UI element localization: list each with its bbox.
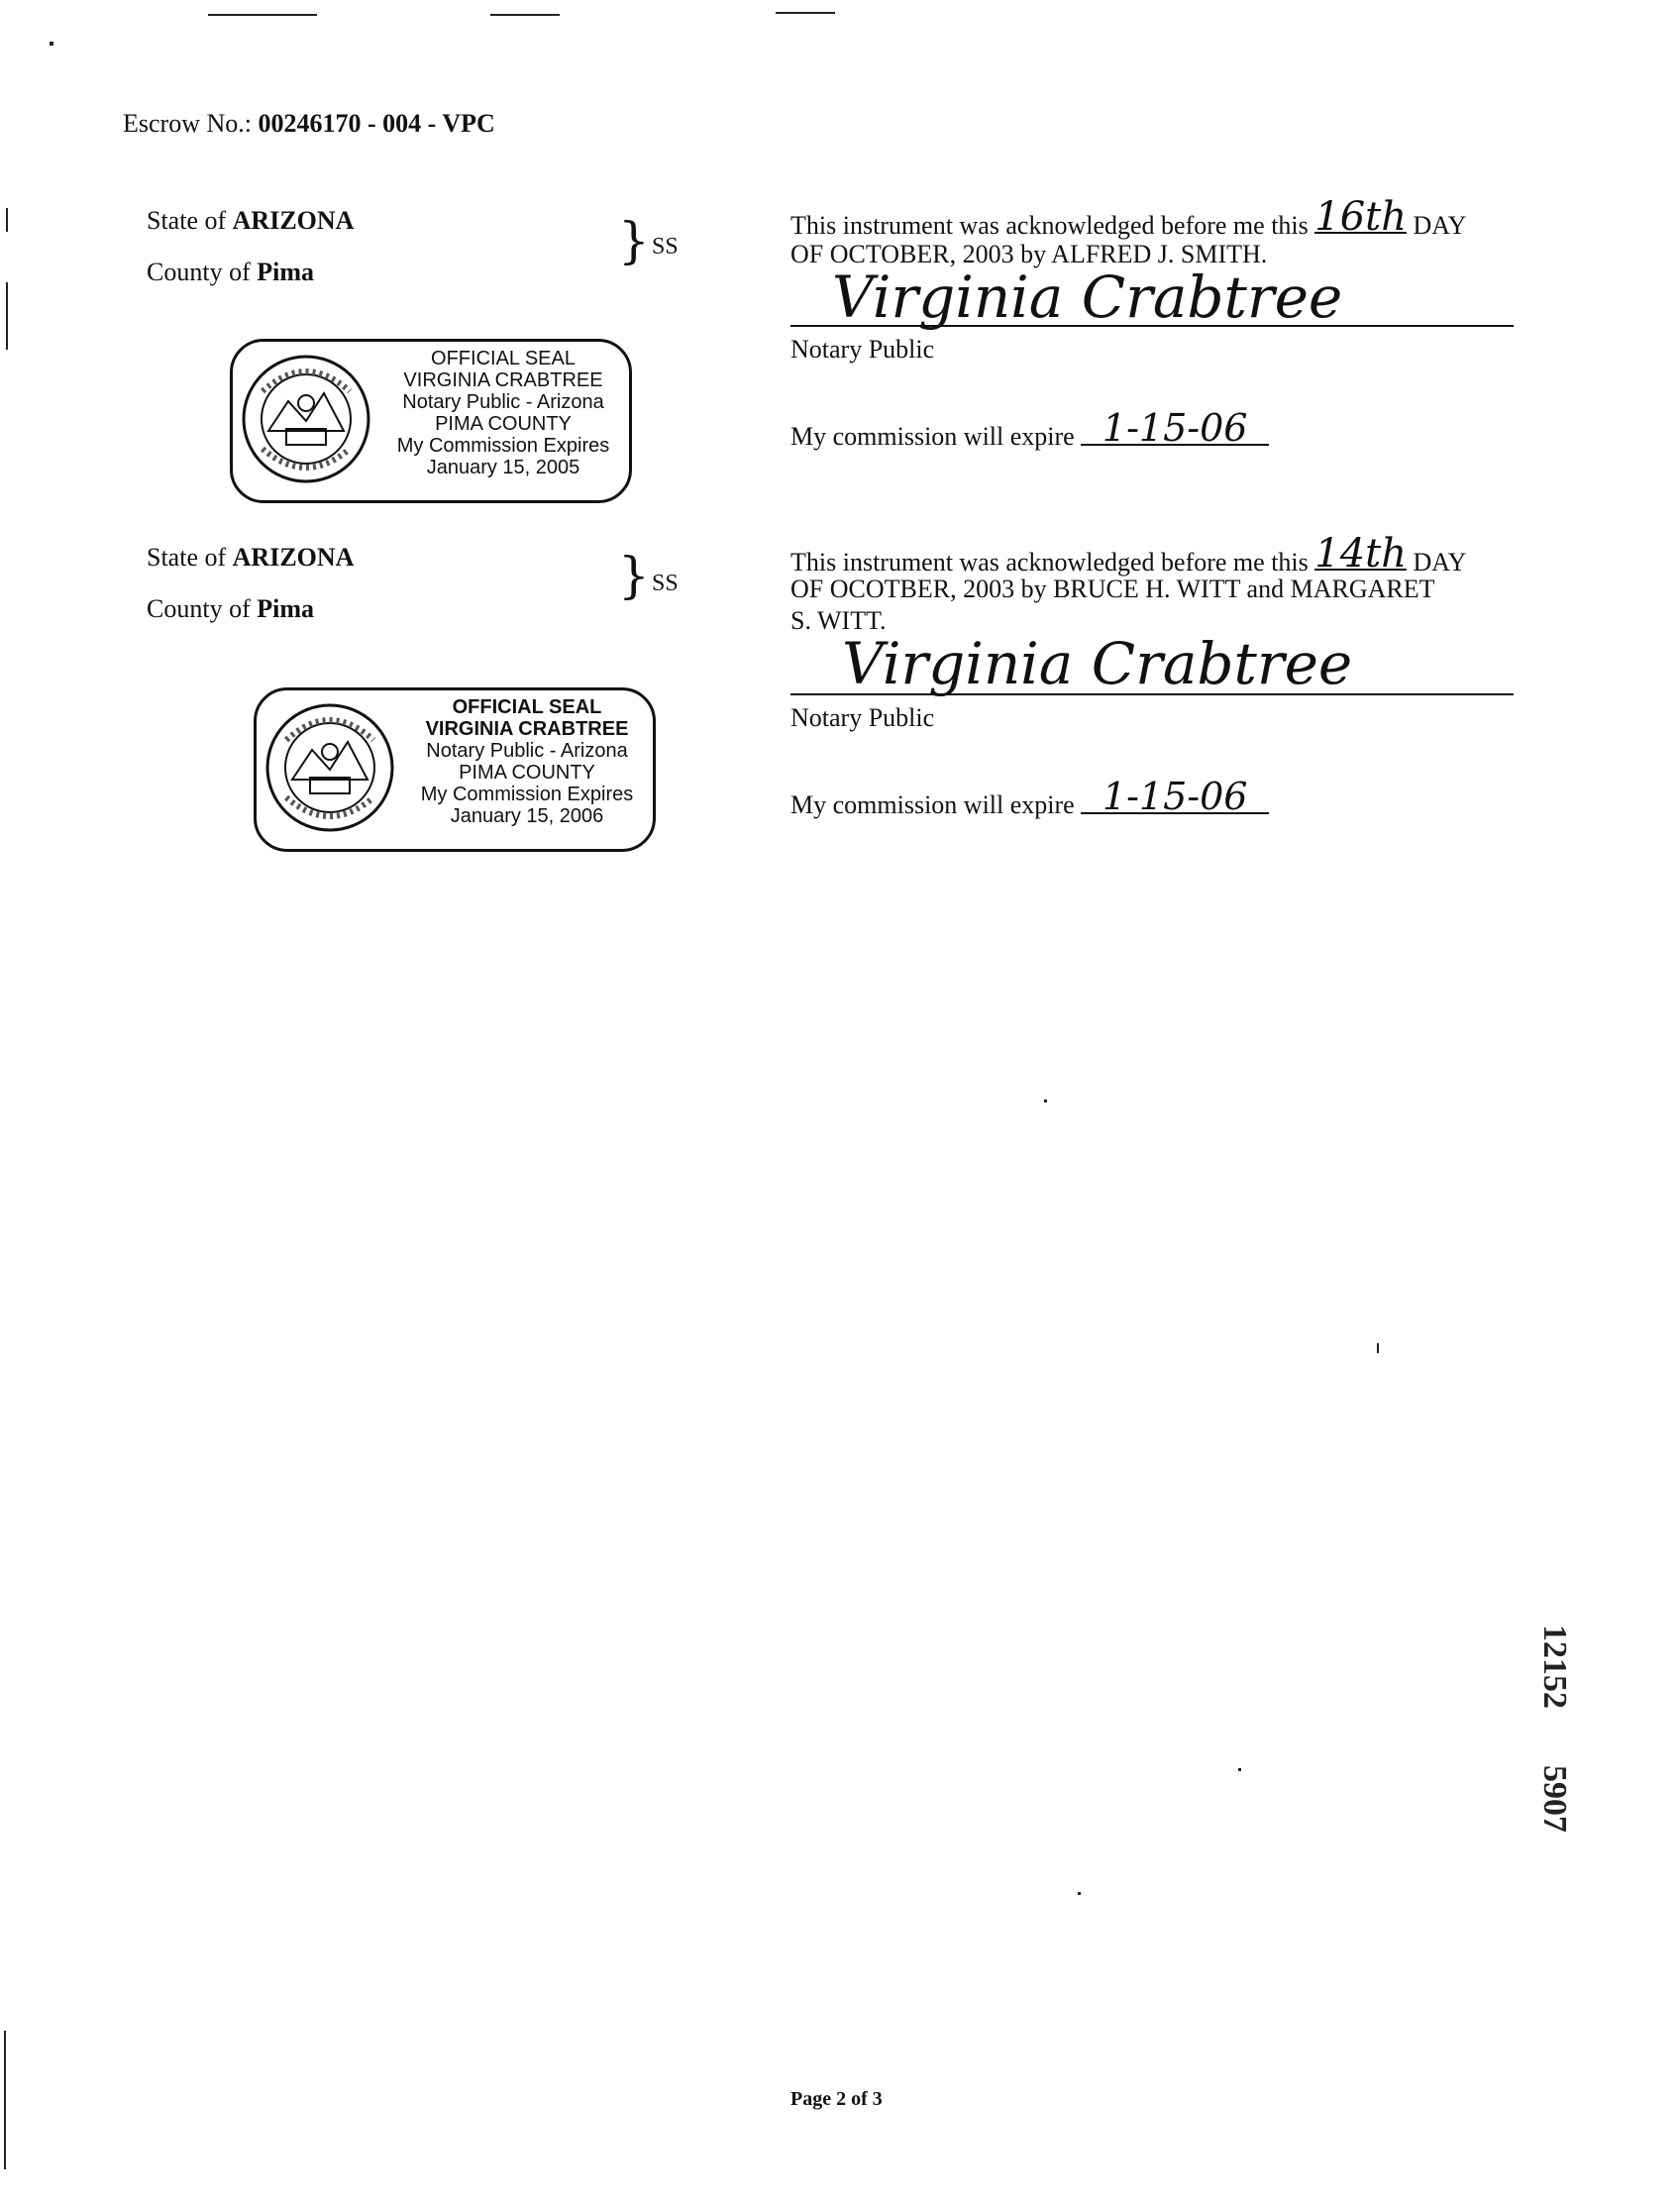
scan-artifact [1044, 1100, 1047, 1102]
county-line-2: County of Pima [147, 594, 314, 623]
signature-line [790, 325, 1514, 327]
escrow-header [123, 109, 495, 139]
notary-signature: Virginia Crabtree [832, 263, 1343, 331]
signature-line [790, 693, 1514, 695]
scan-artifact [4, 2031, 6, 2169]
scan-artifact [1377, 1343, 1379, 1353]
escrow-label: Escrow No.: [123, 109, 252, 138]
scan-artifact [490, 14, 560, 16]
notary-public-label: Notary Public [790, 703, 935, 732]
state-name: ARIZONA [232, 543, 355, 572]
state-name: ARIZONA [232, 206, 355, 235]
commission-date: 1-15-06 [1081, 412, 1269, 446]
commission-line: My commission will expire 1-15-06 [790, 785, 1269, 820]
escrow-number: 00246170 - 004 - VPC [258, 109, 495, 138]
scan-artifact [208, 14, 317, 16]
state-line-1: State of ARIZONA [147, 206, 355, 235]
ss-mark: SS [652, 571, 679, 596]
brace: } [618, 212, 650, 269]
official-seal [254, 687, 656, 852]
state-line-2: State of ARIZONA [147, 543, 355, 572]
recording-docket: 12152 [1536, 1625, 1573, 1709]
brace: } [618, 547, 650, 604]
scan-artifact [50, 42, 53, 46]
scan-artifact [6, 208, 8, 232]
commission-line: My commission will expire 1-15-06 [790, 416, 1269, 452]
recording-page: 5907 [1536, 1765, 1573, 1833]
official-seal [230, 339, 632, 503]
acknowledgment-day: 16th [1314, 194, 1407, 240]
scan-artifact [6, 282, 8, 350]
acknowledgment-line-2: OF OCTOBER, 2003 by ALFRED J. SMITH. [790, 240, 1268, 268]
notary-public-label: Notary Public [790, 335, 935, 364]
county-name: Pima [257, 594, 314, 623]
acknowledgment-line-1: This instrument was acknowledged before me this 16th DAY [790, 194, 1467, 240]
arizona-seal-icon [239, 352, 373, 486]
notary-signature: Virginia Crabtree [842, 630, 1353, 697]
ss-mark: SS [652, 234, 679, 260]
commission-date: 1-15-06 [1081, 781, 1269, 814]
arizona-seal-icon [262, 700, 397, 835]
acknowledgment-line-3: S. WITT. [790, 606, 887, 635]
scan-artifact [1238, 1768, 1241, 1771]
county-name: Pima [257, 258, 314, 286]
county-line-1: County of Pima [147, 258, 314, 286]
acknowledgment-line-2: OF OCOTBER, 2003 by BRUCE H. WITT and MARGARET [790, 575, 1435, 603]
acknowledgment-line-1: This instrument was acknowledged before me this 14th DAY [790, 531, 1467, 577]
seal-text: OFFICIAL SEAL VIRGINIA CRABTREE Notary Public - Arizona PIMA COUNTY My Commission Expires January 15, 2006 [420, 696, 634, 827]
scan-artifact [1078, 1892, 1081, 1895]
page-number: Page 2 of 3 [790, 2088, 883, 2110]
acknowledgment-day: 14th [1314, 531, 1407, 577]
scan-artifact [776, 12, 835, 14]
seal-text: OFFICIAL SEAL VIRGINIA CRABTREE Notary Public - Arizona PIMA COUNTY My Commission Expires January 15, 2005 [396, 348, 610, 478]
recording-stamp [1537, 1625, 1571, 1922]
